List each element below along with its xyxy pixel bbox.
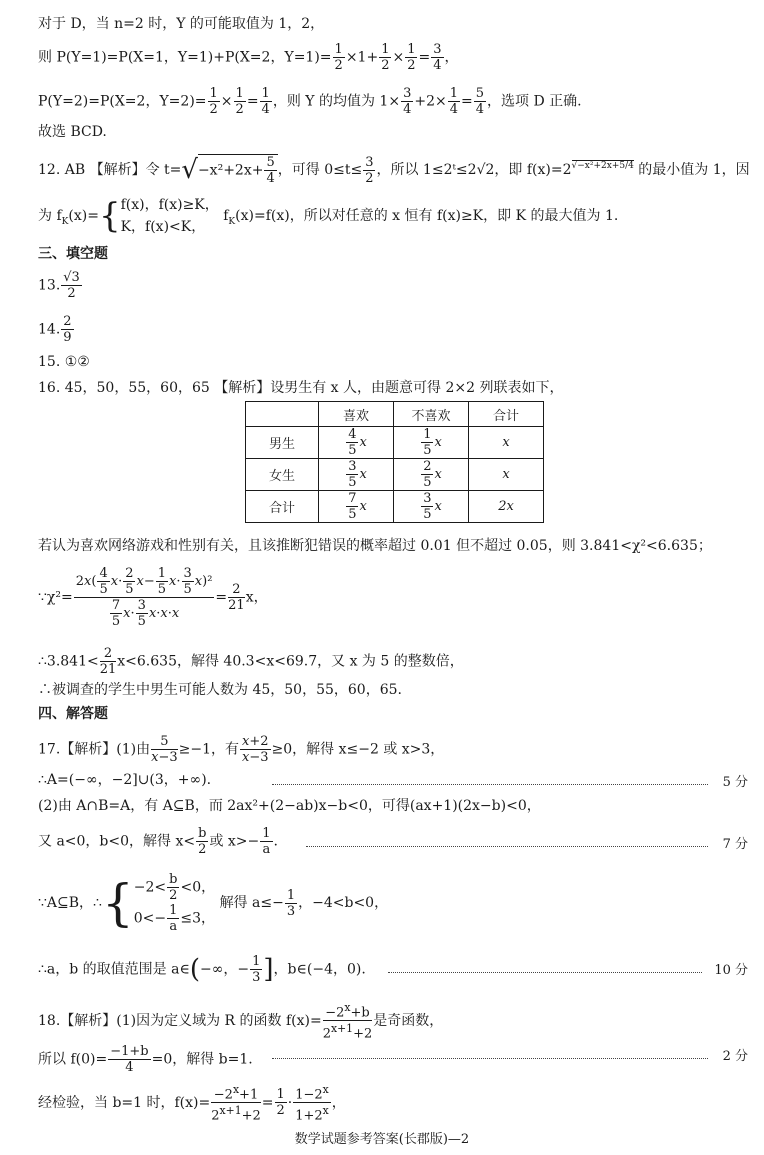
text-line: 对于 D，当 n=2 时，Y 的可能取值为 1，2， bbox=[38, 16, 325, 32]
fraction: $\frac{1}{2}$ bbox=[334, 42, 343, 73]
score: 2 分 bbox=[722, 1049, 748, 1064]
dot-leader bbox=[388, 972, 702, 973]
text-line: P(Y=2)=P(X=2，Y=2)= $\frac{1}{2}$ × $\frac{1}{2}$ = $\frac{1}{4}$ ，则 Y 的均值为 1× $\frac{3}{4}$ +2× $\frac{1}{4}$ = $\frac{5}{4}$ ，选项 D 正确. bbox=[38, 86, 582, 117]
q18-line: 所以 f(0)= $\frac{-1+b}{4}$ =0，解得 b=1. bbox=[38, 1044, 253, 1075]
fraction: $\frac{3}{4}$ bbox=[433, 42, 442, 73]
q17-line: ∴A=(−∞，−2]∪(3，+∞). bbox=[38, 772, 212, 788]
q17-line: 又 a<0，b<0，解得 x< $\frac{b}{2}$ 或 x>− $\frac{1}{a}$ . bbox=[38, 826, 278, 857]
dot-leader bbox=[272, 1058, 708, 1059]
table-row: 男生 $\frac{4}{5}$ x $\frac{1}{5}$ x x bbox=[246, 427, 544, 459]
dot-leader bbox=[306, 846, 708, 847]
fraction: $\frac{1}{2}$ bbox=[407, 42, 416, 73]
text-line: ∴3.841< $\frac{2}{21}$ x<6.635，解得 40.3<x<69.7，又 x 为 5 的整数倍， bbox=[38, 646, 464, 677]
fraction: $\frac{1}{2}$ bbox=[381, 42, 390, 73]
q12-line: 12. AB 【解析】令 t=√−x²+2x+ $\frac{5}{4}$ ，可得 0≤t≤ $\frac{3}{2}$ ，所以 1≤2ᵗ≤2√2，即 $f(x)=2^{√-x^2+2x+5/4}$ 的最小值为 1，因 bbox=[38, 154, 750, 186]
contingency-table: 喜欢 不喜欢 合计 男生 $\frac{4}{5}$ x $\frac{1}{5}$ x x 女生 $\frac{3}{5}$ x $\frac{2}{5}$ x x 合计 $\frac{7}{5}$ x $\frac{3}{5}$ x 2x bbox=[245, 401, 544, 523]
table-row: 合计 $\frac{7}{5}$ x $\frac{3}{5}$ x 2x bbox=[246, 491, 544, 523]
answer-13: 13. $\frac{√3}{2}$ bbox=[38, 270, 80, 301]
text-line: 故选 BCD. bbox=[38, 124, 107, 140]
score: 7 分 bbox=[722, 837, 748, 852]
table-row: 女生 $\frac{3}{5}$ x $\frac{2}{5}$ x x bbox=[246, 459, 544, 491]
q18-line: 经检验，当 b=1 时，f(x)= $\frac{-2^x+1}{2^{x+1}+2}$ = $\frac{1}{2}$ · $\frac{1-2^x}{1+2^x}$ ， bbox=[38, 1083, 346, 1124]
dot-leader bbox=[272, 784, 708, 785]
q12-line2: 为 $f_K(x)=${ f(x)，f(x)≥K， K，f(x)<K， $f_K(x)=f(x)$，所以对任意的 x 恒有 f(x)≥K，即 K 的最大值为 1. bbox=[38, 196, 619, 236]
page-footer: 数学试题参考答案(长郡版)—2 bbox=[294, 1132, 470, 1147]
q17-system: ∵A⊆B，∴{ −2< $\frac{b}{2}$ <0， 0<− $\frac{1}{a}$ ≤3， 解得 a≤− $\frac{1}{3}$ ，−4<b<0， bbox=[38, 872, 389, 934]
piecewise: f(x)，f(x)≥K， K，f(x)<K， bbox=[120, 197, 219, 235]
text-line: 则 P(Y=1)=P(X=1，Y=1)+P(X=2，Y=1)= $\frac{1}{2}$ ×1+ $\frac{1}{2}$ × $\frac{1}{2}$ = $\frac{3}{4}$ ， bbox=[38, 42, 459, 73]
answer-14: 14. $\frac{2}{9}$ bbox=[38, 314, 72, 345]
text-line: 若认为喜欢网络游戏和性别有关，且该推断犯错误的概率超过 0.01 但不超过 0.05，则 3.841<χ²<6.635； bbox=[38, 538, 712, 554]
q17-line: (2)由 A∩B=A，有 A⊆B，而 2ax²+(2−ab)x−b<0，可得(ax+1)(2x−b)<0， bbox=[38, 798, 541, 814]
score: 10 分 bbox=[714, 963, 748, 978]
text-line: ∴被调查的学生中男生可能人数为 45，50，55，60，65. bbox=[38, 682, 402, 698]
score: 5 分 bbox=[722, 775, 748, 790]
q17-line: ∴a，b 的取值范围是 a∈(−∞，− $\frac{1}{3}$ ]，b∈(−4，0). bbox=[38, 954, 366, 985]
q18-line: 18.【解析】(1)因为定义域为 R 的函数 f(x)= $\frac{-2^x+b}{2^{x+1}+2}$ 是奇函数， bbox=[38, 1001, 444, 1042]
chi-formula: ∵χ²= 2x( $\frac{4}{5}$ x· $\frac{2}{5}$ x− $\frac{1}{5}$ x· $\frac{3}{5}$ x)² $\frac{7}{5}$ x· $\frac{3}{5}$ x·x·x = $\frac{2}{21}$ x， bbox=[38, 566, 268, 629]
section-heading: 四、解答题 bbox=[38, 706, 108, 722]
answer-16: 16. 45，50，55，60，65 【解析】设男生有 x 人，由题意可得 2×2 列联表如下， bbox=[38, 380, 564, 396]
section-heading: 三、填空题 bbox=[38, 246, 108, 262]
q17-line: 17.【解析】(1)由 $\frac{5}{x-3}$ ≥−1，有 $\frac{x+2}{x-3}$ ≥0，解得 x≤−2 或 x>3， bbox=[38, 734, 445, 765]
answer-15: 15. ①② bbox=[38, 354, 90, 370]
